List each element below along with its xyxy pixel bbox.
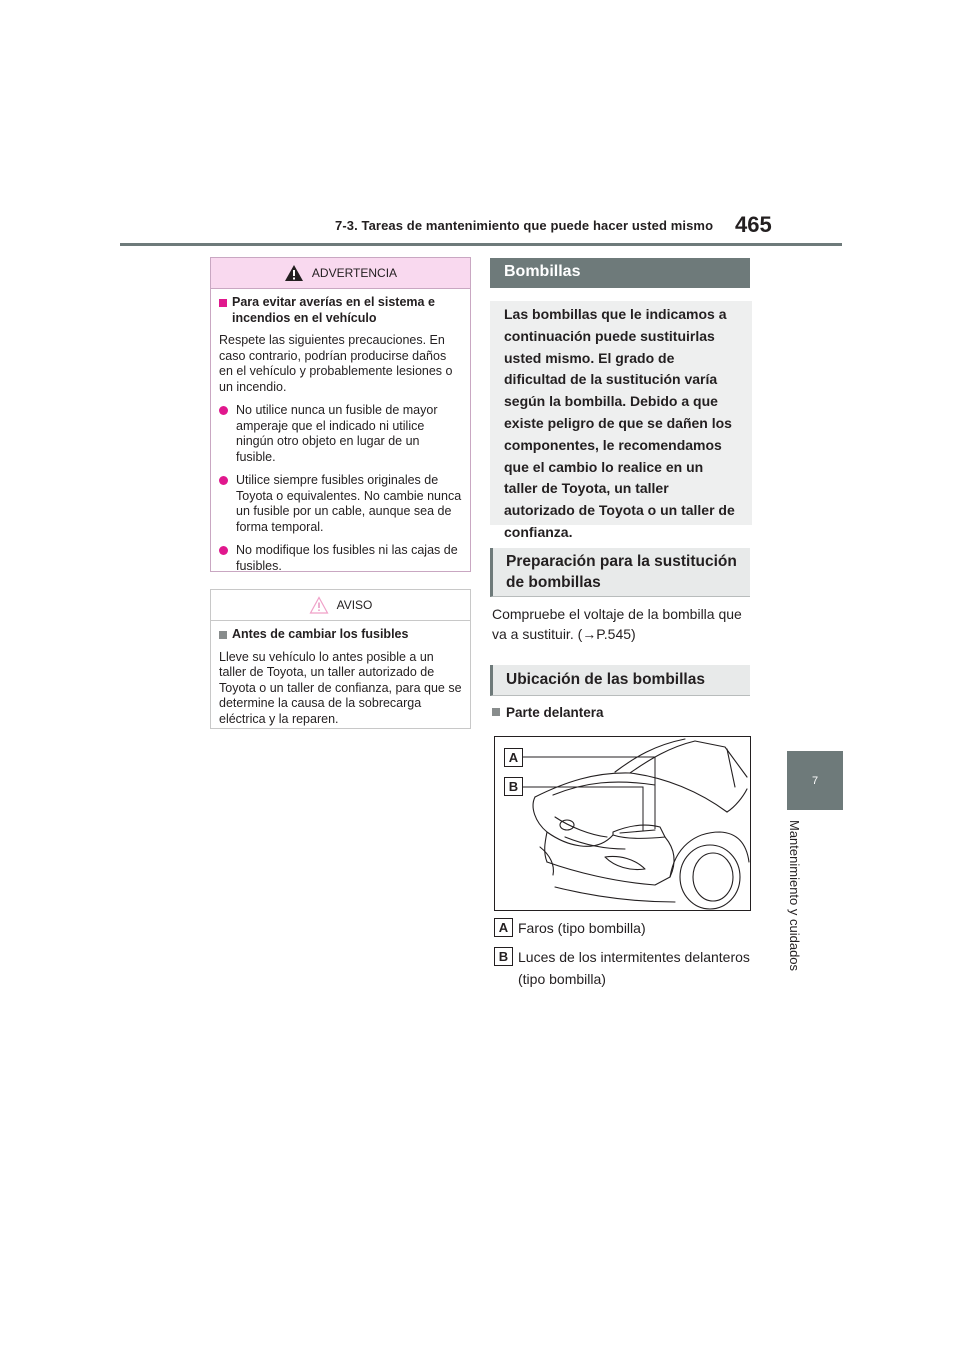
square-bullet-icon [219, 299, 227, 307]
section-title-bombillas: Bombillas [490, 258, 750, 288]
bullet-dot-icon [219, 476, 228, 485]
section-title-ubicacion: Ubicación de las bombillas [490, 665, 750, 696]
legend-row-a [494, 917, 756, 939]
legend-label-b: B [494, 947, 513, 966]
notice-heading-row [219, 627, 462, 643]
warning-intro: Respete las siguientes precauciones. En caso contrario, podrían producirse daños en el vehículo y probablemente lesiones o un incendio. [219, 333, 453, 394]
warning-bullet-text: No modifique los fusibles ni las cajas de fusibles. [236, 543, 458, 573]
warning-bullet-text: No utilice nunca un fusible de mayor amperaje que el indicado ni utilice ningún otro objeto en lugar de un fusible. [236, 403, 438, 464]
chapter-number: 7 [811, 774, 819, 787]
warning-header [211, 258, 470, 289]
chapter-label: Mantenimiento y cuidados [787, 820, 802, 972]
warning-box [210, 257, 471, 572]
car-front-illustration [495, 737, 750, 910]
legend-label-a: A [494, 918, 513, 937]
bullet-dot-icon [219, 406, 228, 415]
square-bullet-icon [492, 708, 500, 716]
subheading-row [492, 705, 604, 720]
callout-label-b: B [504, 777, 523, 796]
warning-title: ADVERTENCIA [311, 266, 398, 280]
subheading-parte-delantera: Parte delantera [506, 705, 604, 720]
square-bullet-icon [219, 631, 227, 639]
notice-title: AVISO [336, 598, 373, 612]
notice-header [211, 590, 470, 621]
bullet-dot-icon [219, 546, 228, 555]
header-divider [120, 243, 842, 246]
notice-body: Lleve su vehículo lo antes posible a un taller de Toyota, un taller autorizado de Toyota o un taller de confianza, para que se determine la causa de la sobrecarga eléctrica y la reparen. [219, 649, 462, 726]
preparacion-text: Compruebe el voltaje de la bombilla que va a sustituir. (→P.545) [492, 606, 742, 642]
chapter-tab[interactable] [787, 751, 843, 810]
legend-row-b [494, 946, 756, 990]
warning-bullet-text: Utilice siempre fusibles originales de Toyota o equivalentes. No cambie nunca un fusible por un cable, aunque sea de forma temporal. [236, 473, 462, 534]
warning-triangle-icon [284, 264, 304, 282]
section-title-preparacion: Preparación para la sustitución de bombillas [490, 548, 750, 597]
warning-bullet [219, 543, 462, 574]
notice-heading: Antes de cambiar los fusibles [232, 627, 409, 641]
warning-heading-row [219, 295, 462, 326]
legend-text-a: Faros (tipo bombilla) [518, 920, 646, 936]
legend-text-b: Luces de los intermitentes delanteros (tipo bombilla) [518, 949, 750, 987]
notice-box [210, 589, 471, 729]
page-number: 465 [735, 212, 772, 237]
warning-bullet [219, 403, 462, 465]
callout-label-a: A [504, 748, 523, 767]
caution-triangle-icon [309, 596, 329, 614]
warning-heading: Para evitar averías en el sistema e incendios en el vehículo [232, 295, 435, 325]
section-header: 7-3. Tareas de mantenimiento que puede hacer usted mismo [335, 218, 714, 233]
front-lights-diagram [494, 736, 751, 911]
warning-bullet [219, 473, 462, 535]
bombillas-intro: Las bombillas que le indicamos a continuación puede sustituirlas usted mismo. El grado de dificultad de la sustitución varía según la bombilla. Debido a que existe peligro de que se dañen los componentes, le recomendamos que el cambio lo realice en un taller de Toyota, un taller autorizado de Toyota o un taller de confianza. [490, 301, 752, 525]
